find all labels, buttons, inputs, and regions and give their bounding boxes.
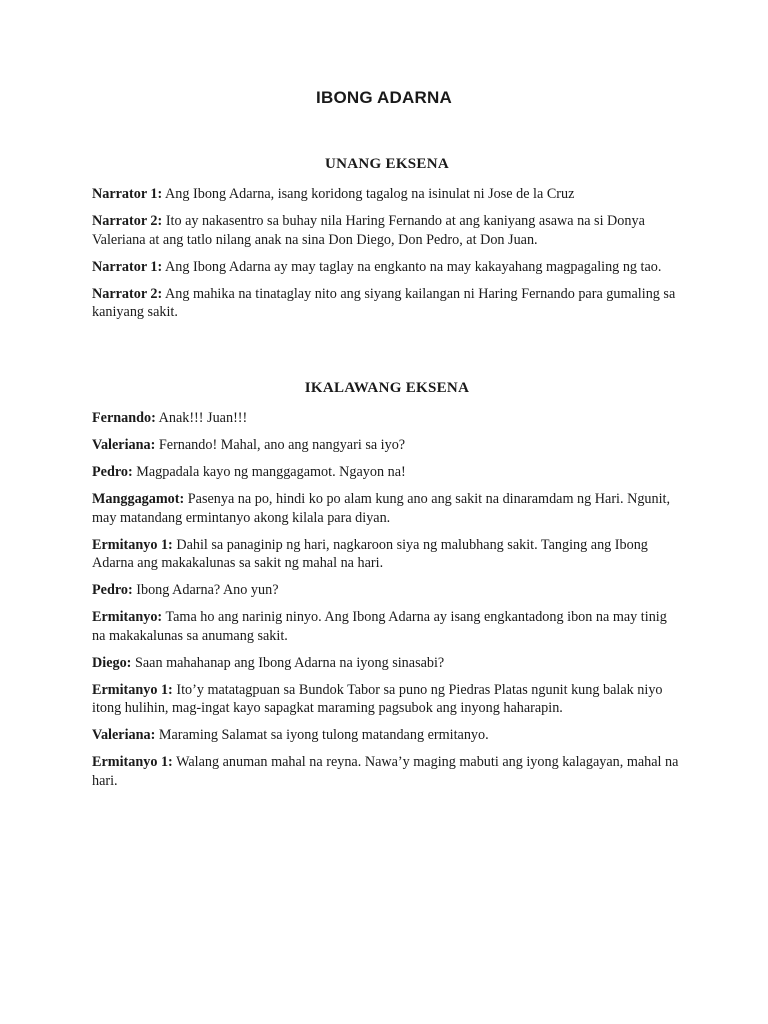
dialogue-line — [92, 285, 682, 322]
dialogue-text: Ang Ibong Adarna ay may taglay na engkanto na may kakayahang magpagaling ng tao. — [162, 258, 662, 275]
speaker-name: Valeriana: — [92, 727, 156, 743]
speaker-name: Ermitanyo: — [92, 609, 163, 625]
speaker-name: Diego: — [92, 654, 132, 671]
dialogue-line — [92, 654, 682, 673]
speaker-name: Ermitanyo 1: — [92, 754, 173, 770]
scene-2 — [92, 380, 682, 799]
speaker-name: Manggagamot: — [92, 491, 185, 507]
dialogue-line — [92, 608, 682, 645]
dialogue-line — [92, 726, 682, 745]
scene-1 — [92, 156, 682, 330]
speaker-name: Narrator 2: — [92, 285, 163, 302]
dialogue-text: Fernando! Mahal, ano ang nangyari sa iyo? — [155, 437, 406, 453]
speaker-name: Narrator 1: — [92, 258, 163, 275]
dialogue-line — [92, 409, 682, 428]
document-title: IBONG ADARNA — [316, 88, 452, 107]
dialogue-text: Walang anuman mahal na reyna. Nawa’y maging mabuti ang iyong kalagayan, mahal na hari. — [92, 754, 679, 789]
scene-heading: IKALAWANG EKSENA — [304, 380, 470, 396]
scene-heading: UNANG EKSENA — [324, 156, 450, 172]
speaker-name: Pedro: — [92, 464, 133, 480]
dialogue-line — [92, 581, 682, 600]
dialogue-line — [92, 463, 682, 482]
dialogue-line — [92, 681, 682, 718]
dialogue-text: Ito ay nakasentro sa buhay nila Haring Fernando at ang kaniyang asawa na si Donya Valeriana at ang tatlo nilang anak na sina Don Diego, Don Pedro, at Don Juan. — [92, 213, 645, 248]
dialogue-text: Ang mahika na tinataglay nito ang siyang kailangan ni Haring Fernando para gumaling sa kaniyang sakit. — [92, 285, 676, 320]
dialogue-text: Dahil sa panaginip ng hari, nagkaroon siya ng malubhang sakit. Tanging ang Ibong Adarna ang makakalunas sa sakit ng mahal na hari. — [92, 536, 648, 571]
dialogue-text: Magpadala kayo ng manggagamot. Ngayon na! — [132, 464, 406, 480]
speaker-name: Pedro: — [92, 582, 133, 598]
speaker-name: Ermitanyo 1: — [92, 536, 173, 553]
dialogue-line — [92, 436, 682, 455]
dialogue-text: Saan mahahanap ang Ibong Adarna na iyong sinasabi? — [131, 654, 445, 671]
dialogue-text: Anak!!! Juan!!! — [155, 410, 248, 426]
speaker-name: Narrator 2: — [92, 213, 163, 229]
speaker-name: Fernando: — [92, 410, 156, 426]
dialogue-line — [92, 490, 682, 527]
dialogue-text: Pasenya na po, hindi ko po alam kung ano ang sakit na dinaramdam ng Hari. Ngunit, may matandang ermintanyo akong kilala para diyan. — [92, 491, 671, 526]
dialogue-text: Ang Ibong Adarna, isang koridong tagalog na isinulat ni Jose de la Cruz — [162, 186, 575, 202]
dialogue-line — [92, 753, 682, 790]
speaker-name: Narrator 1: — [92, 186, 163, 202]
speaker-name: Ermitanyo 1: — [92, 681, 173, 698]
dialogue-text: Ibong Adarna? Ano yun? — [132, 582, 279, 598]
dialogue-text: Tama ho ang narinig ninyo. Ang Ibong Adarna ay isang engkantadong ibon na may tinig na makakalunas sa anumang sakit. — [92, 609, 667, 644]
dialogue-line — [92, 212, 682, 249]
dialogue-text: Maraming Salamat sa iyong tulong matandang ermitanyo. — [155, 727, 489, 743]
dialogue-text: Ito’y matatagpuan sa Bundok Tabor sa puno ng Piedras Platas ngunit kung balak niyo itong hulihin, mag-ingat kayo sapagkat maraming pagsubok ang inyong haharapin. — [92, 681, 663, 716]
dialogue-line — [92, 185, 682, 204]
dialogue-line — [92, 536, 682, 573]
speaker-name: Valeriana: — [92, 437, 156, 453]
dialogue-line — [92, 258, 682, 277]
